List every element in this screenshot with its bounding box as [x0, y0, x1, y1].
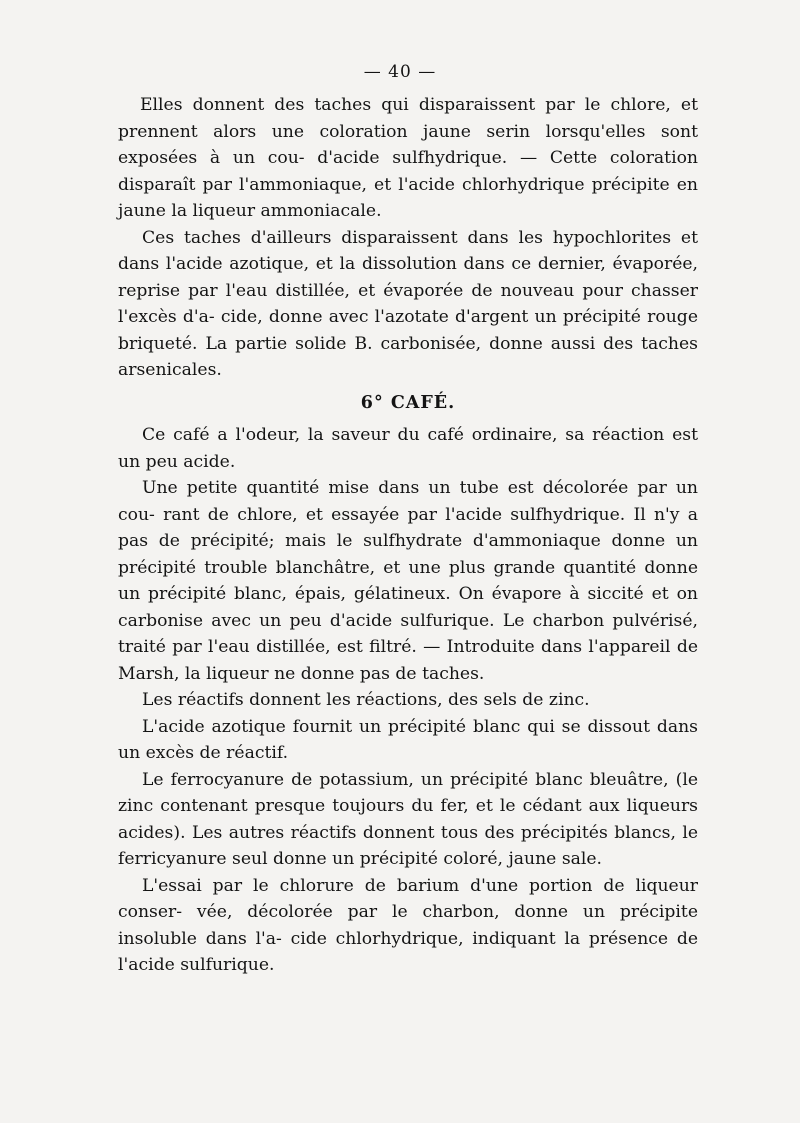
body-text — [118, 92, 698, 979]
paragraph: L'acide azotique fournit un précipité blanc qui se dissout dans un excès de réactif. — [118, 716, 698, 763]
paragraph: Une petite quantité mise dans un tube est décolorée par un cou- rant de chlore, et essayée par l'acide sulfhydrique. Il n'y a pas de précipité; mais le sulfhydrate d'ammoniaque donne un précipité trouble blanchâtre, et une plus grande quantité donne un précipité blanc, épais, gélatineux. On évapore à siccité et on carbonise avec un peu d'acide sulfurique. Le charbon pulvérisé, traité par l'eau distillée, est filtré. — Introduite dans l'appareil de Marsh, la liqueur ne donne pas de taches. — [118, 478, 698, 684]
paragraph: Elles donnent des taches qui disparaissent par le chlore, et prennent alors une coloration jaune serin lorsqu'elles sont exposées à un cou- d'acide sulfhydrique. — Cette coloration disparaît par l'ammoniaque, et l'acide chlorhydrique précipite en jaune la liqueur ammoniacale. — [118, 95, 698, 221]
paragraph: L'essai par le chlorure de barium d'une portion de liqueur conser- vée, décolorée par le charbon, donne un précipite insoluble dans l'a- cide chlorhydrique, indiquant la présence de l'acide sulfurique. — [118, 875, 698, 975]
page-number: — 40 — — [363, 62, 437, 82]
paragraph: Le ferrocyanure de potassium, un précipité blanc bleuâtre, (le zinc contenant presque toujours du fer, et le cédant aux liqueurs acides). Les autres réactifs donnent tous des précipités blancs, le ferricyanure seul donne un précipité coloré, jaune sale. — [118, 769, 698, 869]
section-title: 6° CAFÉ. — [360, 392, 456, 413]
paragraph: Les réactifs donnent les réactions, des sels de zinc. — [142, 690, 590, 710]
paragraph: Ces taches d'ailleurs disparaissent dans les hypochlorites et dans l'acide azotique, et la dissolution dans ce dernier, évaporée, reprise par l'eau distillée, et évaporée de nouveau pour chasser l'excès d'a- cide, donne avec l'azotate d'argent un précipité rouge briqueté. La partie solide B. carbonisée, donne aussi des taches arsenicales. — [118, 227, 698, 380]
paragraph: Ce café a l'odeur, la saveur du café ordinaire, sa réaction est un peu acide. — [118, 425, 698, 472]
